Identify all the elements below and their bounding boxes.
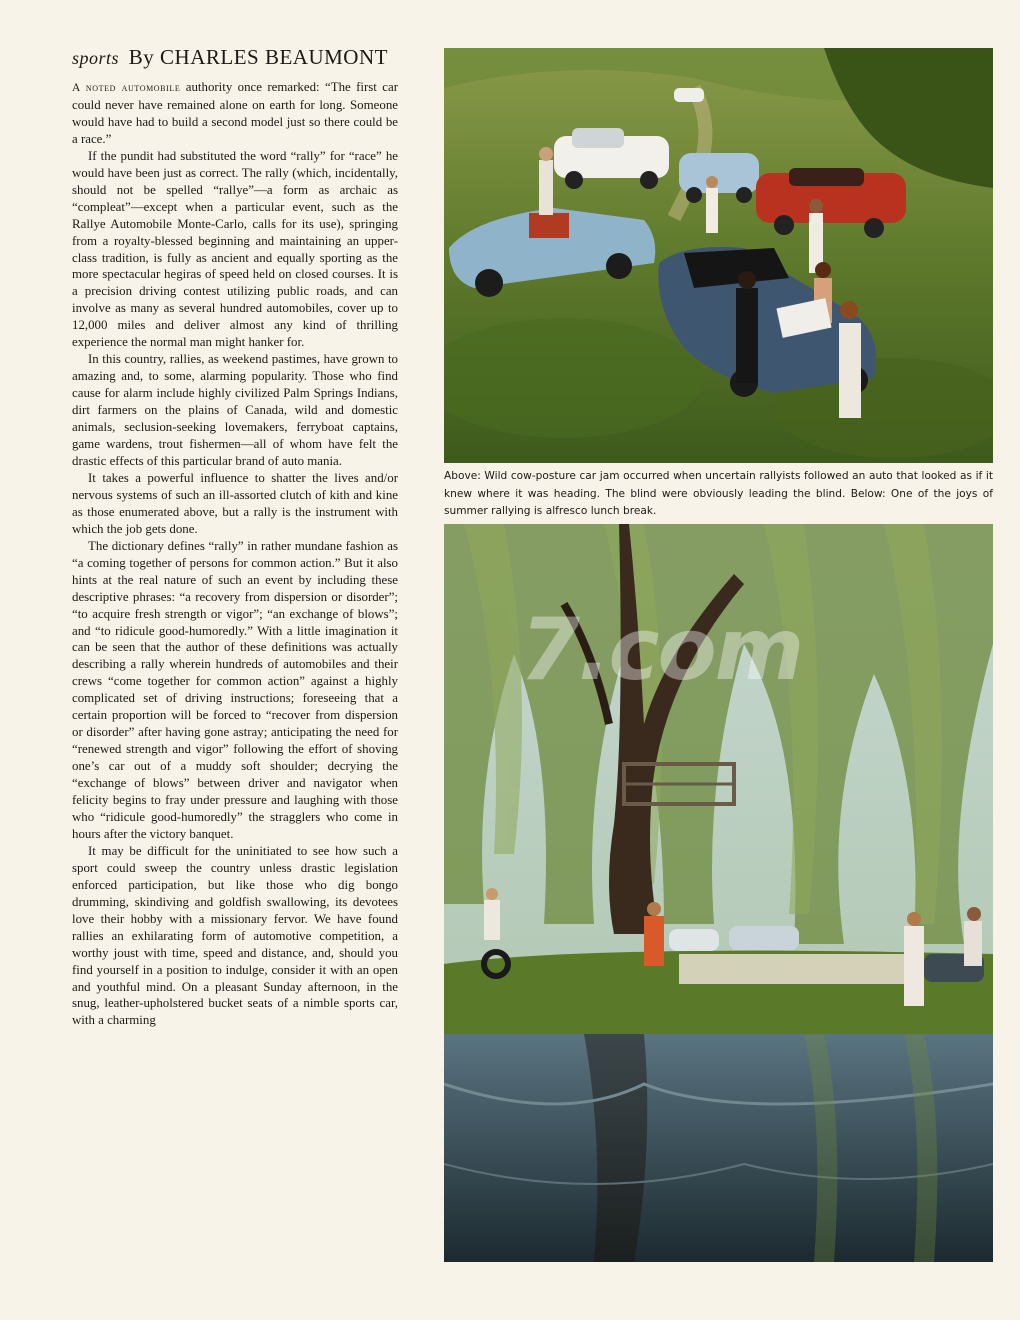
watermark: 7.com — [520, 600, 803, 700]
photo-car-jam — [444, 48, 993, 463]
paragraph-5: The dictionary defines “rally” in rather mundane fashion as “a coming together of persons for common action.” But it also hints at the real nature of such an event by including these descriptive phrases: “a recovery from dispersion or disorder”; “to acquire fresh strength or vigor”; “an exchange of blows”; and “to ridicule good-humoredly.” With a little imagination it can be seen that the author of these definitions was actually describing a rally wherein hundreds of automobiles and their crews “come together for common action” against a highly complicated set of driving instructions; foreseeing that a certain proportion will be forced to “recover from dispersion or disorder” after having gone astray; anticipating the need for “renewed strength and vigor” following the effort of shoving one’s car out of a muddy soft shoulder; decrying the “exchange of blows” between driver and navigator when felicity begins to fray under pressure and laughing with those who “ridicule good-humoredly” the stragglers who come in hours after the victory banquet. — [72, 538, 398, 841]
paragraph-6: It may be difficult for the uninitiated to see how such a sport could sweep the country unless drastic legislation enforced participation, but like those who dig bongo drumming, skindiving and goldfish swallowing, its devotees love their hobby with a missionary fervor. We have found rallies an exhilarating form of automotive competition, a worthy joust with time, speed and distance, and, should you find yourself in a position to indulge, consider it with an open and youthful mind. On a pleasant Sunday afternoon, in the snug, leather-upholstered bucket seats of a nimble sports car, with a charming — [72, 843, 398, 1028]
paragraph-1 — [72, 79, 398, 148]
lead-smallcaps: A noted automobile — [72, 82, 181, 94]
section-label: sports — [72, 48, 120, 68]
photo-lunch-break — [444, 524, 993, 1262]
paragraph-4: It takes a powerful influence to shatter the lives and/or nervous systems of such an ill-assorted clutch of kith and kine as those enumerated above, but a rally is the instrument with which the job gets done. — [72, 470, 398, 536]
byline: By CHARLES BEAUMONT — [128, 45, 388, 69]
willow-picnic-illustration — [444, 524, 993, 1262]
article-heading — [72, 44, 398, 71]
paragraph-2: If the pundit had substituted the word “rally” for “race” he would have been just as correct. The rally (which, incidentally, should not be spelled “rallye”—a form as archaic as “compleat”—except when a particular event, such as the Rallye Automobile Monte-Carlo, calls for its use), springing from a royalty-blessed beginning and maintaining an upper-class tradition, is fully as ancient and equally sporting as the more spectacular hegiras of speed held on closed courses. It is a precision driving contest utilizing public roads, and can involve as many as several hundred automobiles, cover up to 12,000 miles and deliver almost any kind of thrilling experience the normal man might hanker for. — [72, 148, 398, 350]
photo-caption: Above: Wild cow-posture car jam occurred when uncertain rallyists followed an auto that looked as if it knew where it was heading. The blind were obviously leading the blind. Below: One of the joys of summer rallying is alfresco lunch break. — [444, 470, 993, 517]
article-column — [72, 44, 398, 1029]
paragraph-3: In this country, rallies, as weekend pastimes, have grown to amazing and, to some, alarming popularity. Those who find cause for alarm include highly civilized Palm Springs Indians, dirt farmers on the plains of Canada, wild and domestic animals, seclusion-seeking lovemakers, ferryboat captains, game wardens, trout fishermen—all of whom have felt the drastic effects of this particular brand of auto mania. — [72, 352, 398, 468]
car-jam-illustration — [444, 48, 993, 463]
paragraph-1-text: authority once remarked: “The first car could never have remained alone on earth for long. Someone would have had to build a second model just so there could be a race.” — [72, 80, 398, 146]
article-body — [72, 79, 398, 1029]
